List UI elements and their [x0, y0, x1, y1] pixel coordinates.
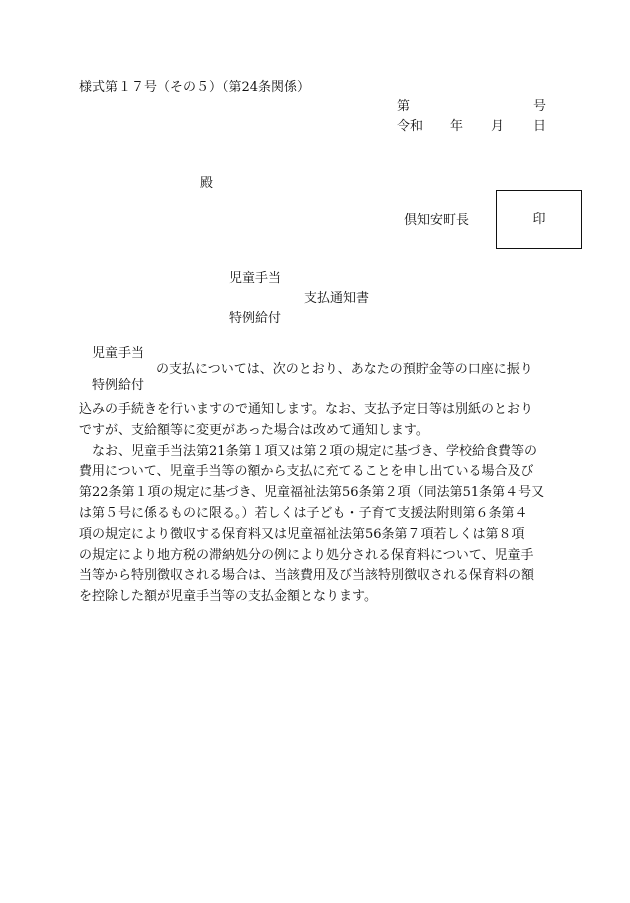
body-line: 込みの手続きを行いますので通知します。なお、支払予定日等は別紙のとおり	[79, 402, 533, 417]
body-line: 第22条第１項の規定に基づき、児童福祉法第56条第２項（同法第51条第４号又	[79, 485, 545, 501]
paragraph-option-child-allowance: 児童手当	[92, 346, 145, 361]
date-day-label: 日	[533, 119, 547, 134]
issuer-name: 倶知安町長	[404, 213, 470, 228]
body-line: は第５号に係るものに限る。）若しくは子ども・子育て支援法附則第６条第４	[79, 505, 528, 521]
body-line: 費用について、児童手当等の額から支払に充てることを申し出ている場合及び	[79, 464, 534, 480]
form-number: 様式第１７号（その５）（第24条関係）	[79, 80, 311, 95]
body-line: の規定により地方税の滞納処分の例により処分される保育料について、児童手	[79, 547, 534, 563]
body-line: 当等から特別徴収される場合は、当該費用及び当該特別徴収される保育料の額	[79, 568, 535, 584]
title-option-special-benefit: 特例給付	[229, 311, 282, 326]
seal-label: 印	[532, 212, 546, 227]
body-line: なお、児童手当法第21条第１項又は第２項の規定に基づき、学校給食費等の	[79, 443, 538, 459]
document-title: 支払通知書	[304, 291, 370, 306]
title-option-child-allowance: 児童手当	[229, 271, 282, 286]
body-text	[79, 400, 549, 608]
seal-box	[496, 190, 582, 249]
body-line: を控除した額が児童手当等の支払金額となります。	[79, 589, 377, 605]
paragraph-first-line: の支払については、次のとおり、あなたの預貯金等の口座に振り	[156, 362, 533, 377]
doc-number-prefix: 第	[397, 99, 411, 114]
recipient-honorific: 殿	[200, 176, 214, 191]
date-month-label: 月	[491, 119, 505, 134]
date-era: 令和	[397, 119, 424, 134]
doc-number-suffix: 号	[533, 99, 547, 114]
date-year-label: 年	[450, 119, 464, 134]
body-line: ですが、支給額等に変更があった場合は改めて通知します。	[79, 422, 429, 438]
paragraph-option-special-benefit: 特例給付	[92, 378, 145, 393]
body-line: 項の規定により徴収する保育料又は児童福祉法第56条第７項若しくは第８項	[79, 526, 525, 542]
